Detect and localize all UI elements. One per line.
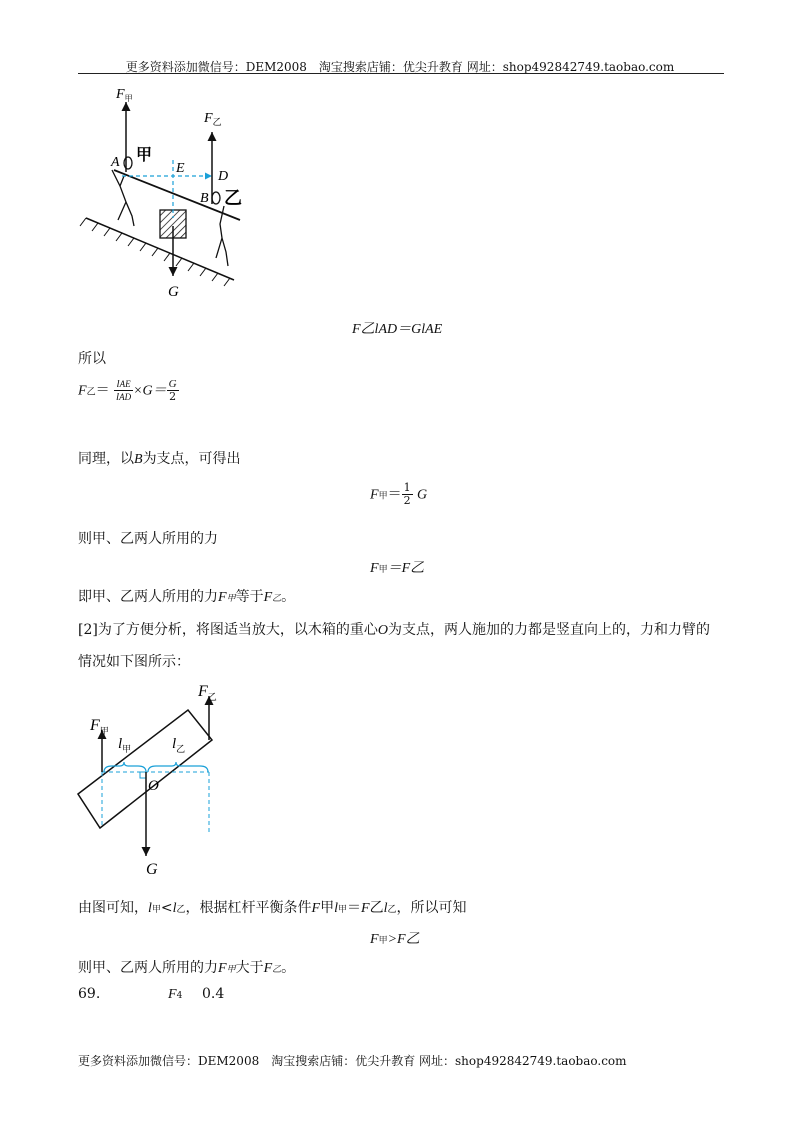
label-b: B — [200, 191, 209, 206]
equation-equal: F甲＝F乙 — [370, 561, 425, 576]
label-l-yi: $l_乙$ — [172, 736, 186, 754]
text-suoyi: 所以 — [78, 351, 106, 367]
text-line-force: 则甲、乙两人所用的力 — [78, 531, 218, 547]
brace-jia — [104, 762, 146, 772]
label-f-yi: $F_乙$ — [204, 111, 222, 127]
page-header: 更多资料添加微信号：DEM2008 淘宝搜索店铺：优尖升教育 网址：shop492842749.taobao.com — [125, 60, 675, 74]
equation-f-yi: F乙＝ $\frac{\text{lAE}}{\text{lAD}}$ ×G＝ $\frac{G}{2}$ — [78, 378, 177, 403]
text-para2-line2: 情况如下图所示： — [78, 654, 190, 670]
text-tongli: 同理，以B为支点，可得出 — [78, 451, 241, 467]
text-para2-line1: [2]为了方便分析，将图适当放大，以木箱的重心O为支点，两人施加的力都是竖直向上的，力和力臂的 — [78, 622, 710, 638]
figure-lever-people — [76, 80, 256, 302]
equation-torque: F乙lAD＝GlAE — [352, 322, 443, 337]
label-l-jia: $l_甲$ — [118, 736, 132, 754]
label-f-jia: $F_甲$ — [90, 717, 109, 736]
question-69-answer-f: F4 — [168, 987, 183, 1002]
equation-f-jia: F甲＝ $\frac{1}{2}$ G — [370, 481, 428, 507]
label-e: E — [176, 161, 185, 176]
text-conclusion2: 则甲、乙两人所用的力F甲大于F乙。 — [78, 960, 296, 976]
label-jia: 甲 — [136, 147, 153, 164]
label-d: D — [218, 169, 229, 184]
label-g: G — [146, 861, 158, 878]
label-f-yi: $F_乙$ — [198, 683, 217, 702]
header-rule — [78, 73, 724, 74]
label-f-jia: $F_甲$ — [116, 87, 133, 103]
equation-greater: F甲>F乙 — [370, 932, 420, 947]
text-para3: 由图可知，l甲<l乙，根据杠杆平衡条件F甲l甲＝F乙l乙，所以可知 — [78, 900, 467, 916]
label-a: A — [111, 155, 120, 170]
question-69-answer-value: 0.4 — [202, 986, 225, 1002]
text-conclusion1: 即甲、乙两人所用的力F甲等于F乙。 — [78, 589, 296, 605]
page-footer: 更多资料添加微信号：DEM2008 淘宝搜索店铺：优尖升教育 网址：shop492842749.taobao.com — [78, 1054, 627, 1068]
label-g: G — [168, 284, 179, 300]
label-o: O — [148, 778, 159, 794]
question-69-number: 69. — [78, 986, 101, 1002]
label-yi: 乙 — [224, 188, 242, 208]
figure-box-lever — [76, 678, 236, 878]
